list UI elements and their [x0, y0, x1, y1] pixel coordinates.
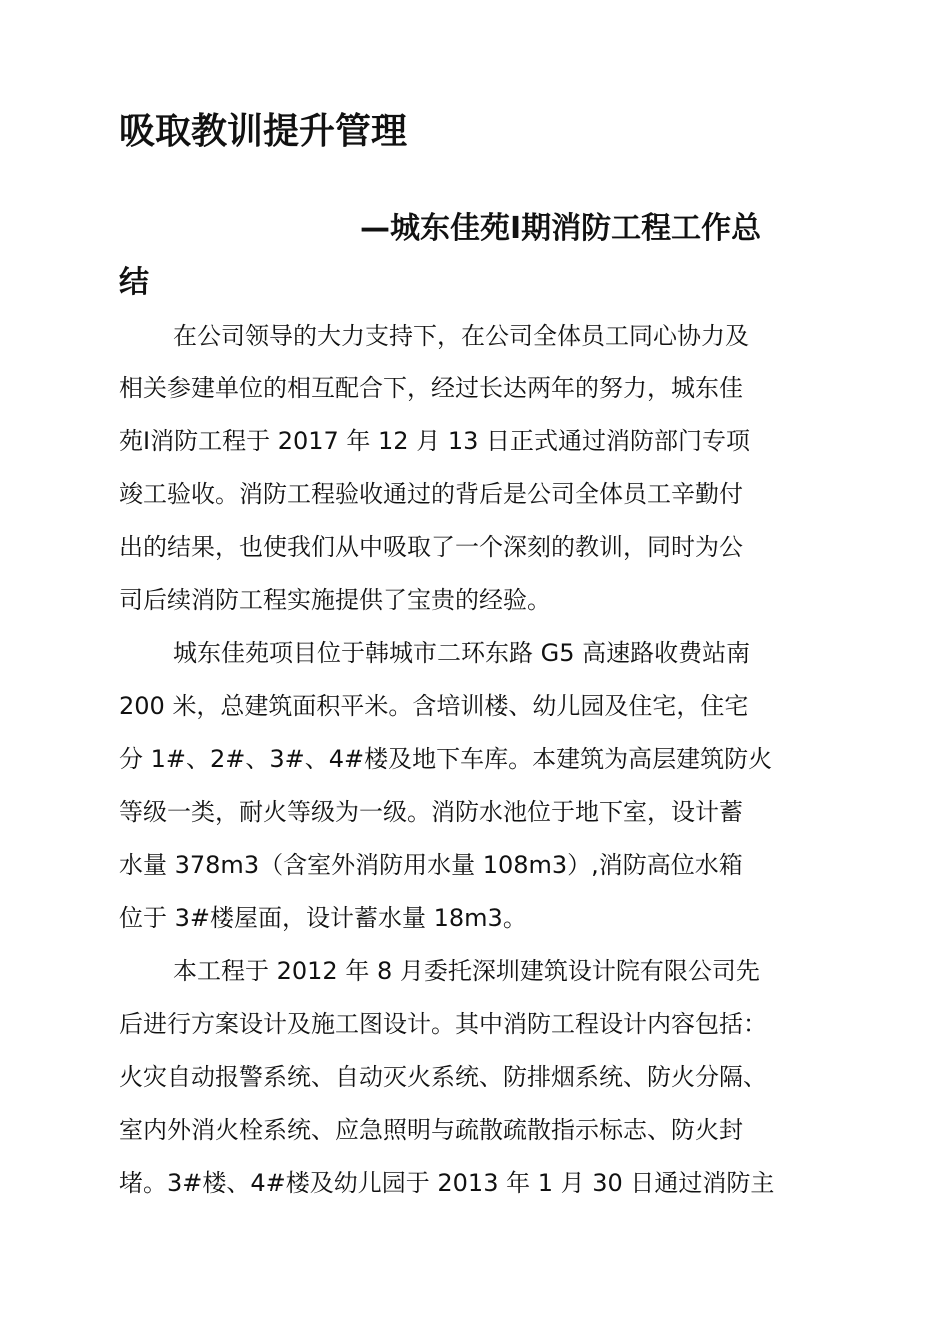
- document-subtitle-line-1: —城东佳苑Ⅰ期消防工程工作总: [360, 211, 762, 246]
- paragraph-line: 堵。3#楼、4#楼及幼儿园于 2013 年 1 月 30 日通过消防主: [119, 1169, 775, 1197]
- paragraph-line: 在公司领导的大力支持下，在公司全体员工同心协力及: [173, 322, 749, 350]
- paragraph-line: 出的结果，也使我们从中吸取了一个深刻的教训，同时为公: [119, 533, 743, 561]
- paragraph-line: 等级一类，耐火等级为一级。消防水池位于地下室，设计蓄: [119, 798, 743, 826]
- paragraph-line: 后进行方案设计及施工图设计。其中消防工程设计内容包括：: [119, 1010, 767, 1038]
- paragraph-line: 城东佳苑项目位于韩城市二环东路 G5 高速路收费站南: [173, 639, 751, 667]
- paragraph-line: 相关参建单位的相互配合下，经过长达两年的努力，城东佳: [119, 374, 743, 402]
- document-subtitle-line-2: 结: [119, 265, 149, 300]
- paragraph-line: 苑Ⅰ消防工程于 2017 年 12 月 13 日正式通过消防部门专项: [119, 427, 751, 455]
- document-title: 吸取教训提升管理: [119, 111, 408, 152]
- paragraph-line: 分 1#、2#、3#、4#楼及地下车库。本建筑为高层建筑防火: [119, 745, 773, 773]
- paragraph-line: 室内外消火栓系统、应急照明与疏散疏散指示标志、防火封: [119, 1116, 743, 1144]
- paragraph-line: 位于 3#楼屋面，设计蓄水量 18m3。: [119, 904, 527, 932]
- paragraph-line: 本工程于 2012 年 8 月委托深圳建筑设计院有限公司先: [173, 957, 760, 985]
- paragraph-line: 司后续消防工程实施提供了宝贵的经验。: [119, 586, 551, 614]
- paragraph-line: 竣工验收。消防工程验收通过的背后是公司全体员工辛勤付: [119, 480, 743, 508]
- paragraph-line: 火灾自动报警系统、自动灭火系统、防排烟系统、防火分隔、: [119, 1063, 767, 1091]
- paragraph-line: 200 米，总建筑面积平米。含培训楼、幼儿园及住宅，住宅: [119, 692, 749, 720]
- paragraph-line: 水量 378m3（含室外消防用水量 108m3）,消防高位水箱: [119, 851, 743, 879]
